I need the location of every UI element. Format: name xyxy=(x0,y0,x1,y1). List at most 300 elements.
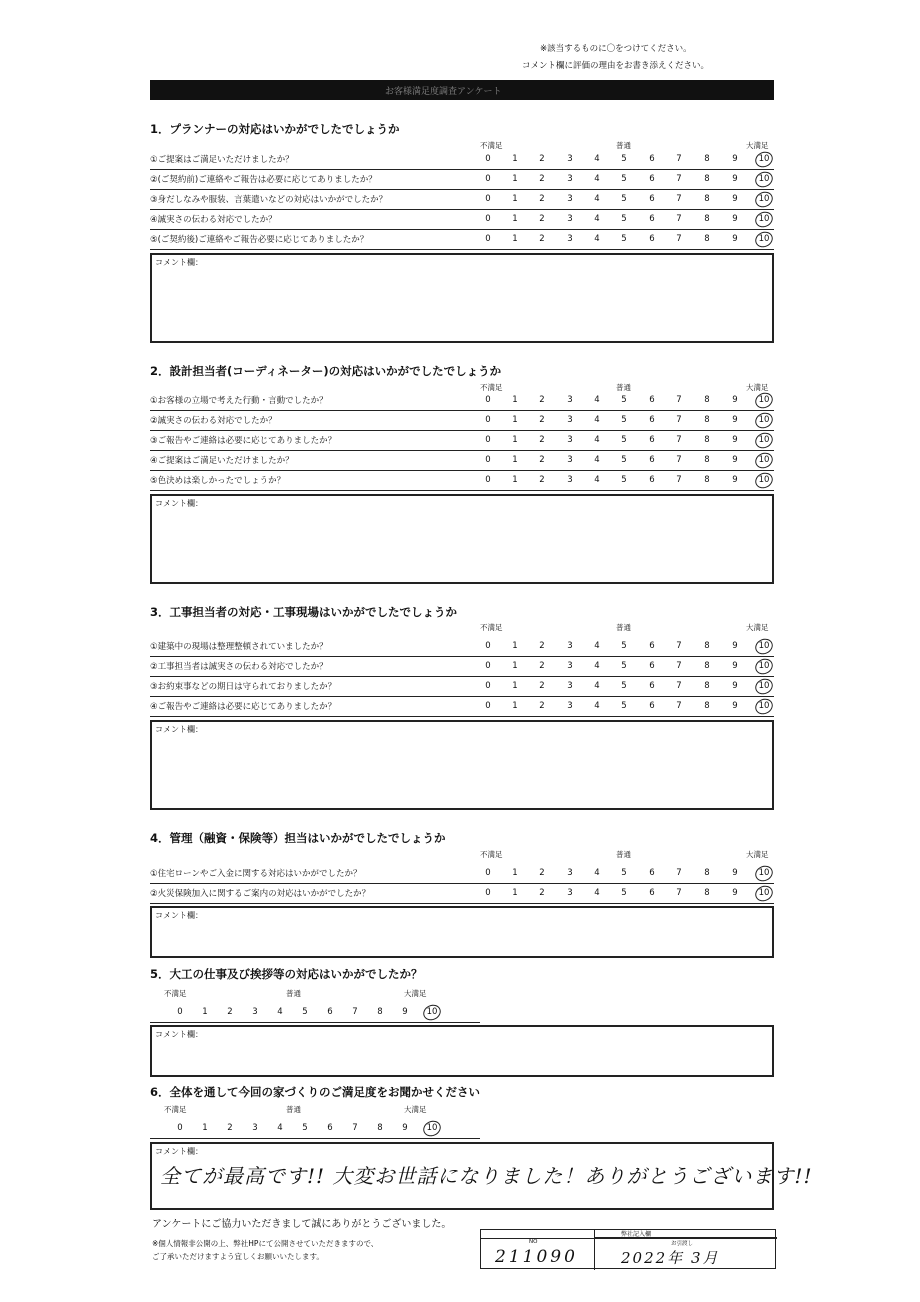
rating-option[interactable]: 9 xyxy=(732,661,738,671)
rating-option[interactable]: 3 xyxy=(567,395,573,405)
rating-option[interactable]: 0 xyxy=(485,234,491,244)
rating-option[interactable]: 2 xyxy=(539,234,545,244)
selected-rating-circle xyxy=(753,450,776,471)
rating-option[interactable]: 10 xyxy=(758,194,770,204)
rating-option[interactable]: 1 xyxy=(512,194,518,204)
question-text: ③お約束事などの期日は守られておりましたか？ xyxy=(150,682,337,692)
scale-high-label: 大満足 xyxy=(746,141,769,150)
rating-option[interactable]: 6 xyxy=(649,475,655,485)
rating-option[interactable]: 6 xyxy=(649,154,655,164)
rating-option[interactable]: 5 xyxy=(621,868,627,878)
rating-option[interactable]: 3 xyxy=(567,415,573,425)
rating-option[interactable]: 7 xyxy=(676,701,682,711)
scale-high-label: 大満足 xyxy=(746,850,769,859)
rating-option[interactable]: 10 xyxy=(758,214,770,224)
rating-option[interactable]: 5 xyxy=(621,154,627,164)
rating-option[interactable]: 5 xyxy=(621,888,627,898)
rating-option[interactable]: 8 xyxy=(704,681,710,691)
rating-option[interactable]: 0 xyxy=(485,661,491,671)
rating-option[interactable]: 9 xyxy=(732,415,738,425)
selected-rating-circle xyxy=(753,676,776,697)
rating-option[interactable]: 6 xyxy=(649,395,655,405)
rating-option[interactable]: 0 xyxy=(485,395,491,405)
question-row xyxy=(150,677,774,697)
thanks-text: アンケートにご協力いただきまして誠にありがとうございました。 xyxy=(152,1219,452,1230)
rating-option[interactable]: 10 xyxy=(758,641,770,651)
rating-option[interactable]: 5 xyxy=(302,1007,308,1017)
rating-option[interactable]: 7 xyxy=(676,455,682,465)
rating-option[interactable]: 9 xyxy=(732,455,738,465)
rating-option[interactable]: 3 xyxy=(567,681,573,691)
rating-option[interactable]: 6 xyxy=(649,681,655,691)
question-row xyxy=(150,657,774,677)
instruction-note-1: ※該当するものに〇をつけてください。 xyxy=(540,44,692,54)
rating-option[interactable]: 3 xyxy=(567,174,573,184)
rating-option[interactable]: 8 xyxy=(704,868,710,878)
rating-option[interactable]: 4 xyxy=(594,888,600,898)
rating-option[interactable]: 4 xyxy=(594,435,600,445)
selected-rating-circle xyxy=(753,189,776,210)
question-row xyxy=(150,391,774,411)
question-row xyxy=(150,451,774,471)
question-text: ②(ご契約前)ご連絡やご報告は必要に応じてありましたか？ xyxy=(150,175,377,185)
question-row xyxy=(150,190,774,210)
rating-option[interactable]: 0 xyxy=(485,415,491,425)
rating-option[interactable]: 8 xyxy=(704,234,710,244)
question-text: ①住宅ローンやご入金に関する対応はいかがでしたか？ xyxy=(150,869,362,879)
rating-option[interactable]: 2 xyxy=(539,868,545,878)
rating-option[interactable]: 2 xyxy=(539,154,545,164)
rating-option[interactable]: 1 xyxy=(512,701,518,711)
rating-option[interactable]: 8 xyxy=(704,174,710,184)
rating-option[interactable]: 1 xyxy=(512,455,518,465)
rating-option[interactable]: 3 xyxy=(567,641,573,651)
rating-option[interactable]: 6 xyxy=(649,234,655,244)
selected-rating-circle xyxy=(753,636,776,657)
rating-option[interactable]: 6 xyxy=(649,435,655,445)
rating-option[interactable]: 7 xyxy=(676,154,682,164)
rating-option[interactable]: 9 xyxy=(732,174,738,184)
selected-rating-circle xyxy=(753,430,776,451)
rating-option[interactable]: 9 xyxy=(732,475,738,485)
rating-option[interactable]: 7 xyxy=(676,681,682,691)
office-use-box xyxy=(480,1229,776,1269)
scale-high-label: 大満足 xyxy=(404,1105,427,1114)
rating-option[interactable]: 8 xyxy=(704,395,710,405)
rating-option[interactable]: 6 xyxy=(649,641,655,651)
rating-option[interactable]: 7 xyxy=(676,641,682,651)
rating-option[interactable]: 7 xyxy=(676,174,682,184)
question-row xyxy=(150,210,774,230)
rating-option[interactable]: 9 xyxy=(732,194,738,204)
section6-comment-box[interactable] xyxy=(150,1142,813,1210)
rating-option[interactable]: 3 xyxy=(567,701,573,711)
section6-title: 6．全体を通して今回の家づくりのご満足度をお聞かせください xyxy=(150,1085,480,1099)
rating-option[interactable]: 4 xyxy=(594,641,600,651)
rating-option[interactable]: 2 xyxy=(539,641,545,651)
rating-option[interactable]: 7 xyxy=(676,475,682,485)
rating-option[interactable]: 5 xyxy=(621,214,627,224)
rating-option[interactable]: 5 xyxy=(302,1123,308,1133)
section3-title: 3．工事担当者の対応・工事現場はいかがでしたでしょうか xyxy=(150,605,457,619)
rating-option[interactable]: 10 xyxy=(426,1123,438,1133)
scale-low-label: 不満足 xyxy=(480,623,503,632)
rating-option[interactable]: 2 xyxy=(539,395,545,405)
scale-low-label: 不満足 xyxy=(480,383,503,392)
rating-option[interactable]: 1 xyxy=(512,641,518,651)
question-text: ③身だしなみや服装、言葉遣いなどの対応はいかがでしたか？ xyxy=(150,195,388,205)
section5-comment-box[interactable] xyxy=(150,1025,774,1077)
rating-option[interactable]: 2 xyxy=(227,1123,233,1133)
rating-option[interactable]: 7 xyxy=(676,888,682,898)
no-label: NO xyxy=(529,1239,538,1245)
rating-option[interactable]: 4 xyxy=(594,154,600,164)
scale-mid-label: 普通 xyxy=(616,141,631,150)
question-text: ①お客様の立場で考えた行動・言動でしたか？ xyxy=(150,396,328,406)
rating-option[interactable]: 5 xyxy=(621,395,627,405)
section4-title: 4．管理（融資・保険等）担当はいかがでしたでしょうか xyxy=(150,831,446,845)
rating-option[interactable]: 4 xyxy=(594,681,600,691)
rating-option[interactable]: 4 xyxy=(594,661,600,671)
question-row xyxy=(150,230,774,250)
rating-option[interactable]: 4 xyxy=(594,395,600,405)
question-row xyxy=(150,170,774,190)
survey-title: お客様満足度調査アンケート xyxy=(385,87,502,97)
rating-option[interactable]: 9 xyxy=(732,395,738,405)
rating-option[interactable]: 7 xyxy=(352,1123,358,1133)
rating-option[interactable]: 10 xyxy=(758,661,770,671)
rating-option[interactable]: 10 xyxy=(758,395,770,405)
rating-option[interactable]: 0 xyxy=(485,194,491,204)
rating-option[interactable]: 10 xyxy=(758,234,770,244)
scale-mid-label: 普通 xyxy=(616,383,631,392)
rating-option[interactable]: 0 xyxy=(485,154,491,164)
rating-option[interactable]: 4 xyxy=(277,1007,283,1017)
rating-option[interactable]: 8 xyxy=(704,455,710,465)
rating-option[interactable]: 9 xyxy=(732,214,738,224)
rating-option[interactable]: 10 xyxy=(758,415,770,425)
rating-option[interactable]: 8 xyxy=(377,1007,383,1017)
rating-option[interactable]: 6 xyxy=(327,1123,333,1133)
question-row xyxy=(150,431,774,451)
question-row xyxy=(150,471,774,491)
rating-option[interactable]: 4 xyxy=(594,174,600,184)
rating-option[interactable]: 6 xyxy=(327,1007,333,1017)
rating-option[interactable]: 2 xyxy=(227,1007,233,1017)
rating-option[interactable]: 9 xyxy=(732,681,738,691)
scale-mid-label: 普通 xyxy=(616,623,631,632)
scale-low-label: 不満足 xyxy=(164,1105,187,1114)
rating-option[interactable]: 3 xyxy=(567,234,573,244)
question-text: ④誠実さの伝わる対応でしたか？ xyxy=(150,215,277,225)
rating-option[interactable]: 4 xyxy=(594,234,600,244)
rating-option[interactable]: 9 xyxy=(732,234,738,244)
rating-option[interactable]: 7 xyxy=(676,661,682,671)
rating-option[interactable]: 5 xyxy=(621,641,627,651)
rating-option[interactable]: 2 xyxy=(539,475,545,485)
rating-option[interactable]: 7 xyxy=(676,435,682,445)
rating-option[interactable]: 8 xyxy=(704,641,710,651)
rating-option[interactable]: 10 xyxy=(758,475,770,485)
rating-row xyxy=(150,1119,480,1139)
rating-option[interactable]: 1 xyxy=(512,888,518,898)
scale-low-label: 不満足 xyxy=(480,850,503,859)
rating-option[interactable]: 1 xyxy=(512,661,518,671)
rating-option[interactable]: 2 xyxy=(539,214,545,224)
comment-label: コメント欄： xyxy=(155,911,203,920)
rating-option[interactable]: 4 xyxy=(594,701,600,711)
instruction-note-2: コメント欄に評価の理由をお書き添えください。 xyxy=(522,61,710,71)
question-row xyxy=(150,884,774,904)
rating-option[interactable]: 7 xyxy=(676,234,682,244)
rating-option[interactable]: 6 xyxy=(649,701,655,711)
rating-option[interactable]: 2 xyxy=(539,415,545,425)
selected-rating-circle xyxy=(753,696,776,717)
rating-option[interactable]: 5 xyxy=(621,415,627,425)
rating-option[interactable]: 1 xyxy=(512,475,518,485)
rating-option[interactable]: 1 xyxy=(202,1123,208,1133)
section2-title: 2．設計担当者(コーディネーター)の対応はいかがでしたでしょうか xyxy=(150,364,502,378)
comment-label: コメント欄： xyxy=(155,258,203,267)
selected-rating-circle xyxy=(753,149,776,170)
rating-option[interactable]: 5 xyxy=(621,455,627,465)
rating-option[interactable]: 8 xyxy=(704,415,710,425)
rating-option[interactable]: 6 xyxy=(649,194,655,204)
rating-option[interactable]: 5 xyxy=(621,194,627,204)
question-text: ②誠実さの伝わる対応でしたか？ xyxy=(150,416,277,426)
rating-option[interactable]: 5 xyxy=(621,234,627,244)
selected-rating-circle xyxy=(753,390,776,411)
comment-label: コメント欄： xyxy=(155,725,203,734)
rating-option[interactable]: 3 xyxy=(567,661,573,671)
rating-option[interactable]: 0 xyxy=(485,214,491,224)
rating-option[interactable]: 8 xyxy=(704,888,710,898)
scale-high-label: 大満足 xyxy=(404,989,427,998)
question-text: ②工事担当者は誠実さの伝わる対応でしたか？ xyxy=(150,662,328,672)
rating-option[interactable]: 8 xyxy=(704,435,710,445)
selected-rating-circle xyxy=(421,1118,444,1139)
rating-option[interactable]: 9 xyxy=(732,868,738,878)
rating-option[interactable]: 3 xyxy=(252,1007,258,1017)
rating-option[interactable]: 2 xyxy=(539,661,545,671)
rating-option[interactable]: 4 xyxy=(594,415,600,425)
question-text: ④ご報告やご連絡は必要に応じてありましたか？ xyxy=(150,702,337,712)
rating-option[interactable]: 1 xyxy=(512,681,518,691)
rating-option[interactable]: 9 xyxy=(732,641,738,651)
scale-high-label: 大満足 xyxy=(746,383,769,392)
rating-option[interactable]: 1 xyxy=(202,1007,208,1017)
scale-low-label: 不満足 xyxy=(164,989,187,998)
scale-high-label: 大満足 xyxy=(746,623,769,632)
rating-option[interactable]: 4 xyxy=(277,1123,283,1133)
section1-comment-box[interactable] xyxy=(150,253,774,343)
rating-option[interactable]: 2 xyxy=(539,435,545,445)
selected-rating-circle xyxy=(753,470,776,491)
rating-option[interactable]: 8 xyxy=(704,194,710,204)
rating-option[interactable]: 3 xyxy=(567,868,573,878)
handover-label: お引渡し xyxy=(671,1241,694,1247)
comment-label: コメント欄： xyxy=(155,1147,203,1156)
rating-option[interactable]: 10 xyxy=(426,1007,438,1017)
rating-option[interactable]: 5 xyxy=(621,174,627,184)
rating-option[interactable]: 7 xyxy=(676,214,682,224)
rating-option[interactable]: 1 xyxy=(512,868,518,878)
comment-label: コメント欄： xyxy=(155,499,203,508)
rating-option[interactable]: 5 xyxy=(621,435,627,445)
rating-option[interactable]: 2 xyxy=(539,888,545,898)
title-bar xyxy=(150,80,774,100)
question-row xyxy=(150,637,774,657)
office-use-label: 弊社記入欄 xyxy=(621,1231,652,1238)
rating-option[interactable]: 0 xyxy=(485,888,491,898)
rating-option[interactable]: 3 xyxy=(567,475,573,485)
rating-option[interactable]: 3 xyxy=(567,194,573,204)
question-text: ⑤(ご契約後)ご連絡やご報告必要に応じてありましたか？ xyxy=(150,235,369,245)
section6-comment-text: 全てが最高です!! 大変お世話になりました！ありがとうございます!! xyxy=(160,1164,813,1188)
rating-option[interactable]: 10 xyxy=(758,868,770,878)
rating-option[interactable]: 6 xyxy=(649,661,655,671)
question-text: ⑤色決めは楽しかったでしょうか？ xyxy=(150,476,286,486)
rating-option[interactable]: 2 xyxy=(539,194,545,204)
rating-option[interactable]: 9 xyxy=(732,888,738,898)
rating-option[interactable]: 4 xyxy=(594,194,600,204)
rating-option[interactable]: 7 xyxy=(676,395,682,405)
selected-rating-circle xyxy=(753,169,776,190)
question-text: ③ご報告やご連絡は必要に応じてありましたか？ xyxy=(150,436,337,446)
rating-option[interactable]: 4 xyxy=(594,214,600,224)
rating-option[interactable]: 5 xyxy=(621,701,627,711)
rating-option[interactable]: 6 xyxy=(649,455,655,465)
rating-option[interactable]: 10 xyxy=(758,435,770,445)
rating-option[interactable]: 3 xyxy=(567,455,573,465)
rating-option[interactable]: 10 xyxy=(758,681,770,691)
rating-option[interactable]: 6 xyxy=(649,174,655,184)
rating-option[interactable]: 3 xyxy=(567,435,573,445)
rating-option[interactable]: 5 xyxy=(621,661,627,671)
rating-option[interactable]: 6 xyxy=(649,868,655,878)
rating-option[interactable]: 0 xyxy=(177,1007,183,1017)
question-text: ①ご提案はご満足いただけましたか？ xyxy=(150,155,294,165)
scale-low-label: 不満足 xyxy=(480,141,503,150)
rating-option[interactable]: 6 xyxy=(649,888,655,898)
rating-option[interactable]: 0 xyxy=(177,1123,183,1133)
question-text: ②火災保険加入に関するご案内の対応はいかがでしたか？ xyxy=(150,889,371,899)
rating-option[interactable]: 6 xyxy=(649,214,655,224)
rating-option[interactable]: 1 xyxy=(512,395,518,405)
question-row xyxy=(150,150,774,170)
rating-option[interactable]: 0 xyxy=(485,455,491,465)
rating-option[interactable]: 6 xyxy=(649,415,655,425)
rating-option[interactable]: 8 xyxy=(704,701,710,711)
scale-mid-label: 普通 xyxy=(286,989,301,998)
rating-option[interactable]: 1 xyxy=(512,154,518,164)
scale-mid-label: 普通 xyxy=(286,1105,301,1114)
rating-option[interactable]: 10 xyxy=(758,888,770,898)
selected-rating-circle xyxy=(753,883,776,904)
rating-option[interactable]: 1 xyxy=(512,435,518,445)
section3-comment-box[interactable] xyxy=(150,720,774,810)
rating-option[interactable]: 7 xyxy=(676,194,682,204)
rating-option[interactable]: 0 xyxy=(485,701,491,711)
privacy-note-2: ご了承いただけますよう宜しくお願いいたします。 xyxy=(152,1252,324,1261)
rating-option[interactable]: 2 xyxy=(539,174,545,184)
rating-option[interactable]: 4 xyxy=(594,868,600,878)
rating-option[interactable]: 9 xyxy=(732,435,738,445)
rating-option[interactable]: 1 xyxy=(512,174,518,184)
selected-rating-circle xyxy=(421,1002,444,1023)
section5-title: 5．大工の仕事及び挨拶等の対応はいかがでしたか？ xyxy=(150,967,423,981)
scale-mid-label: 普通 xyxy=(616,850,631,859)
rating-option[interactable]: 0 xyxy=(485,174,491,184)
selected-rating-circle xyxy=(753,656,776,677)
rating-option[interactable]: 1 xyxy=(512,415,518,425)
rating-option[interactable]: 3 xyxy=(567,154,573,164)
rating-option[interactable]: 0 xyxy=(485,435,491,445)
section2-comment-box[interactable] xyxy=(150,494,774,584)
section4-comment-box[interactable] xyxy=(150,906,774,958)
question-row xyxy=(150,697,774,717)
rating-option[interactable]: 7 xyxy=(352,1007,358,1017)
selected-rating-circle xyxy=(753,209,776,230)
rating-option[interactable]: 2 xyxy=(539,455,545,465)
rating-option[interactable]: 3 xyxy=(567,888,573,898)
rating-option[interactable]: 0 xyxy=(485,868,491,878)
rating-option[interactable]: 8 xyxy=(704,661,710,671)
rating-option[interactable]: 0 xyxy=(485,681,491,691)
selected-rating-circle xyxy=(753,410,776,431)
rating-option[interactable]: 9 xyxy=(732,154,738,164)
rating-option[interactable]: 4 xyxy=(594,455,600,465)
rating-option[interactable]: 10 xyxy=(758,455,770,465)
rating-option[interactable]: 9 xyxy=(732,701,738,711)
rating-option[interactable]: 2 xyxy=(539,681,545,691)
rating-option[interactable]: 0 xyxy=(485,475,491,485)
rating-row xyxy=(150,1003,480,1023)
rating-option[interactable]: 1 xyxy=(512,214,518,224)
privacy-note-1: ※個人情報非公開の上、弊社HPにて公開させていただきますので、 xyxy=(152,1239,379,1248)
rating-option[interactable]: 5 xyxy=(621,475,627,485)
no-value: 211090 xyxy=(495,1247,578,1267)
rating-option[interactable]: 2 xyxy=(539,701,545,711)
rating-option[interactable]: 1 xyxy=(512,234,518,244)
rating-option[interactable]: 10 xyxy=(758,701,770,711)
comment-label: コメント欄： xyxy=(155,1030,203,1039)
rating-option[interactable]: 0 xyxy=(485,641,491,651)
rating-option[interactable]: 9 xyxy=(402,1123,408,1133)
rating-option[interactable]: 7 xyxy=(676,415,682,425)
rating-option[interactable]: 3 xyxy=(252,1123,258,1133)
rating-option[interactable]: 9 xyxy=(402,1007,408,1017)
question-text: ④ご提案はご満足いただけましたか？ xyxy=(150,456,294,466)
question-row xyxy=(150,411,774,431)
handover-date-value: 2022年 3月 xyxy=(621,1249,720,1267)
rating-option[interactable]: 8 xyxy=(704,154,710,164)
rating-option[interactable]: 8 xyxy=(704,214,710,224)
selected-rating-circle xyxy=(753,229,776,250)
rating-option[interactable]: 5 xyxy=(621,681,627,691)
rating-option[interactable]: 10 xyxy=(758,174,770,184)
rating-option[interactable]: 8 xyxy=(377,1123,383,1133)
rating-option[interactable]: 4 xyxy=(594,475,600,485)
selected-rating-circle xyxy=(753,863,776,884)
question-row xyxy=(150,864,774,884)
rating-option[interactable]: 8 xyxy=(704,475,710,485)
rating-option[interactable]: 7 xyxy=(676,868,682,878)
section1-title: 1．プランナーの対応はいかがでしたでしょうか xyxy=(150,122,400,136)
rating-option[interactable]: 3 xyxy=(567,214,573,224)
question-text: ①建築中の現場は整理整頓されていましたか？ xyxy=(150,642,328,652)
rating-option[interactable]: 10 xyxy=(758,154,770,164)
